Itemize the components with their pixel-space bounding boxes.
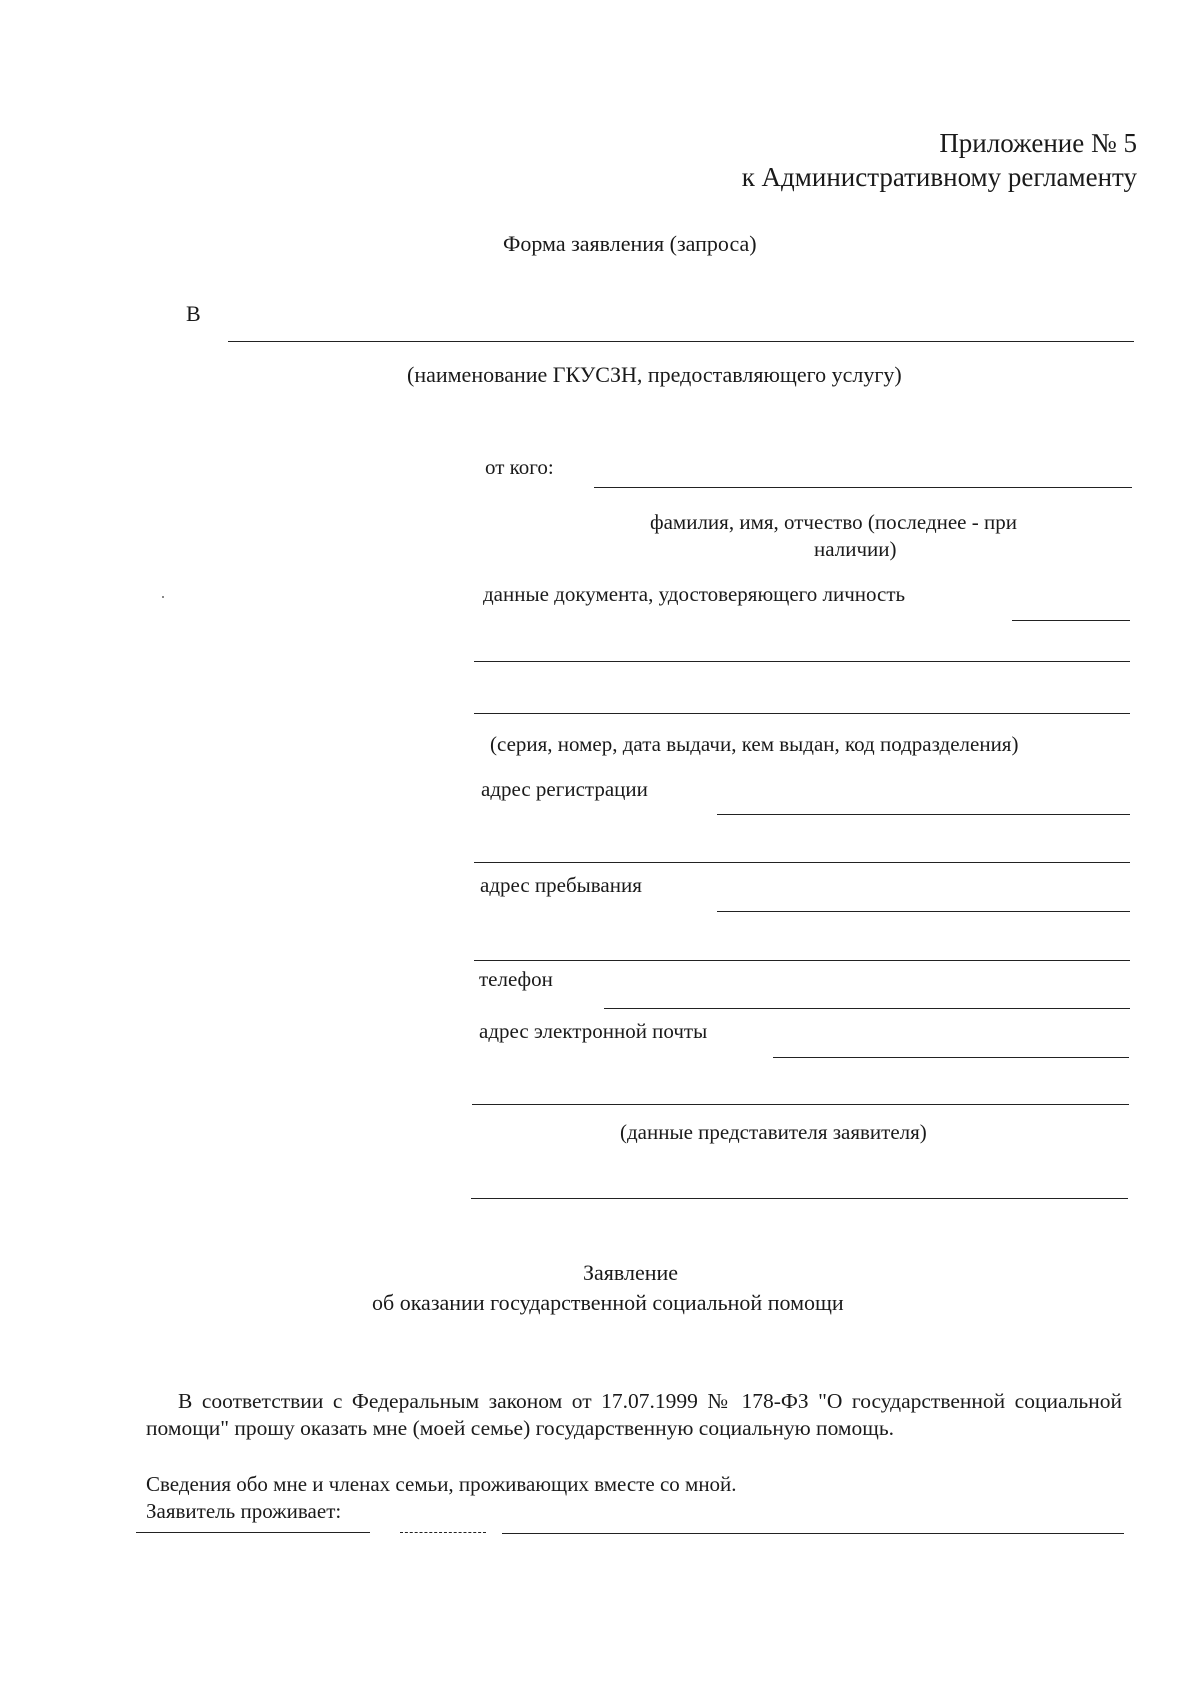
residence-field-3[interactable]	[502, 1533, 1124, 1534]
id-document-field-2[interactable]	[474, 661, 1130, 662]
statement-title: Заявление	[583, 1260, 679, 1285]
recipient-caption: (наименование ГКУСЗН, предоставляющего услугу)	[407, 362, 902, 387]
representative-caption: (данные представителя заявителя)	[620, 1120, 927, 1144]
registration-address-label: адрес регистрации	[481, 777, 648, 801]
appendix-number: Приложение № 5	[939, 128, 1137, 158]
statement-paragraph	[146, 1388, 1122, 1442]
applicant-name-field[interactable]	[594, 487, 1132, 488]
id-document-field-3[interactable]	[474, 713, 1130, 714]
id-document-caption: (серия, номер, дата выдачи, кем выдан, код подразделения)	[490, 732, 1019, 756]
stay-address-field-1[interactable]	[717, 911, 1130, 912]
residence-field-1[interactable]	[136, 1532, 370, 1533]
representative-field[interactable]	[471, 1198, 1128, 1199]
email-label: адрес электронной почты	[479, 1019, 708, 1043]
id-document-label: данные документа, удостоверяющего личность	[483, 582, 906, 606]
statement-paragraph-text: В соответствии с Федеральным законом от 17.07.1999 № 178-ФЗ "О государственной социальной помощи" прошу оказать мне (моей семье) государственную социальную помощь.	[146, 1389, 1122, 1440]
recipient-prefix: В	[186, 301, 201, 326]
name-caption-line1: фамилия, имя, отчество (последнее - при	[650, 510, 1017, 534]
email-field-2[interactable]	[472, 1104, 1129, 1105]
phone-label: телефон	[479, 967, 553, 991]
recipient-name-field[interactable]	[228, 341, 1134, 342]
stay-address-label: адрес пребывания	[480, 873, 642, 897]
email-field-1[interactable]	[773, 1057, 1129, 1058]
appendix-regulation: к Административному регламенту	[741, 162, 1137, 192]
registration-address-field-2[interactable]	[474, 862, 1130, 863]
residence-field-2[interactable]	[400, 1532, 486, 1533]
registration-address-field-1[interactable]	[717, 814, 1130, 815]
from-label: от кого:	[485, 455, 554, 479]
residence-label: Заявитель проживает:	[146, 1499, 342, 1523]
scan-speck	[162, 596, 164, 598]
stay-address-field-2[interactable]	[474, 960, 1130, 961]
family-info-line: Сведения обо мне и членах семьи, проживающих вместе со мной.	[146, 1472, 737, 1496]
name-caption-line2: наличии)	[814, 537, 897, 561]
form-title: Форма заявления (запроса)	[503, 231, 757, 256]
statement-subtitle: об оказании государственной социальной помощи	[372, 1290, 844, 1315]
id-document-field-1[interactable]	[1012, 620, 1130, 621]
phone-field[interactable]	[604, 1008, 1130, 1009]
